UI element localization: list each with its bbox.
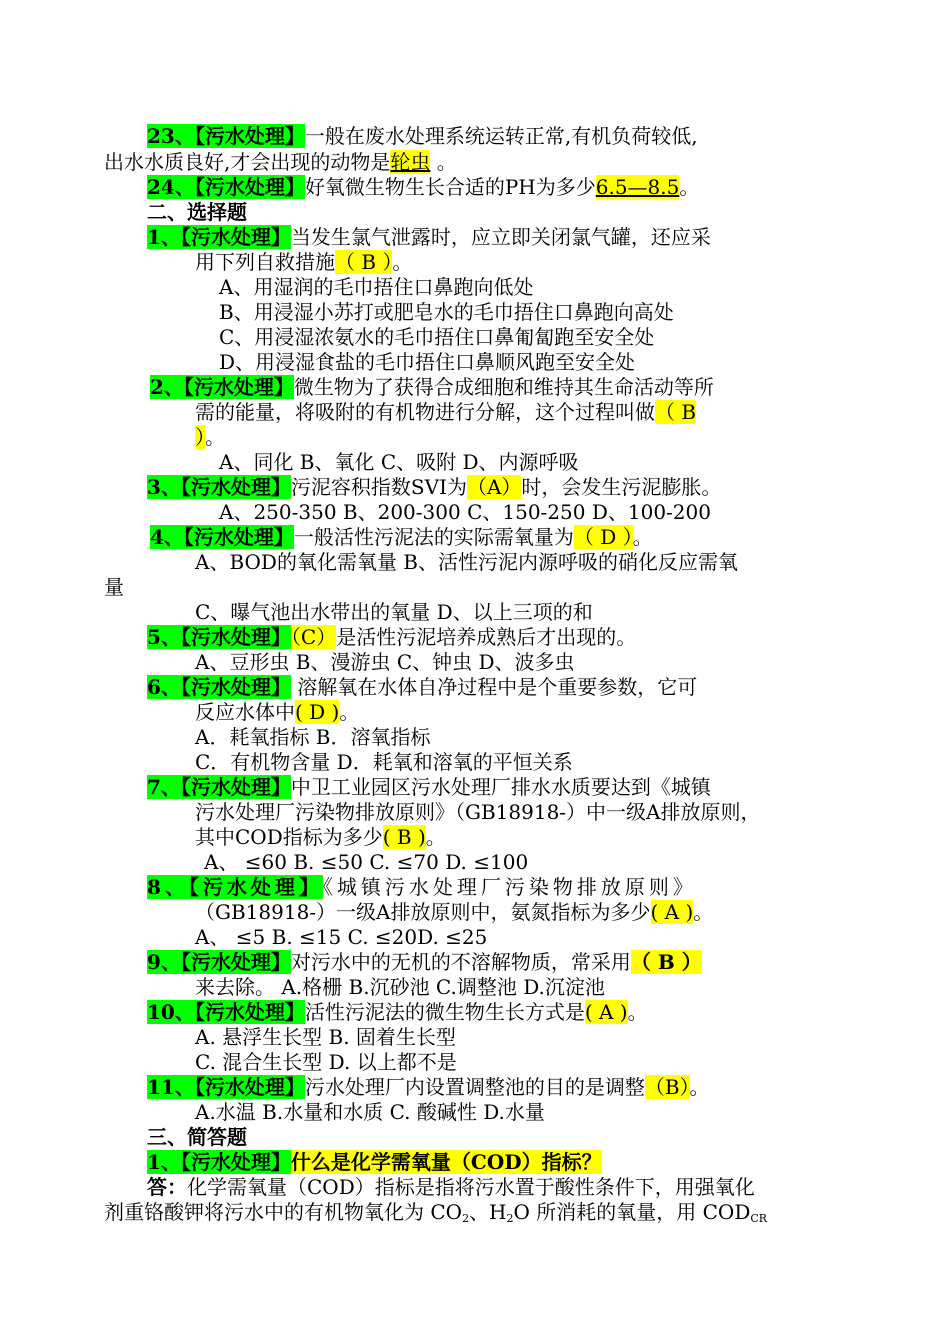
c10-text: 活性污泥法的微生物生长方式是 [304, 1000, 585, 1024]
c2-options: A、同化 B、氧化 C、吸附 D、内源呼吸 [219, 450, 579, 474]
c11-end: 。 [689, 1075, 710, 1099]
c6-end: 。 [339, 700, 360, 724]
c6-tag: 6、【污水处理】 [147, 675, 291, 699]
s1-answer-label: 答： [147, 1175, 187, 1199]
s1-sub-h2o: 2 [506, 1212, 514, 1225]
c11-answer: （B） [644, 1075, 690, 1099]
c3-answer: （A） [466, 475, 522, 499]
c7-text-3: 其中COD指标为多少 [195, 825, 383, 849]
c9-text: 对污水中的无机的不溶解物质，常采用 [290, 950, 631, 974]
c7-line1 [147, 775, 711, 800]
q24-tag: 24、【污水处理】 [147, 175, 305, 199]
c2-tag: 2、【污水处理】 [150, 375, 294, 399]
c3-text: 污泥容积指数SVI为 [290, 475, 467, 499]
c1-option-b: B、用浸湿小苏打或肥皂水的毛巾捂住口鼻跑向高处 [219, 300, 674, 324]
c10-option-cd: C. 混合生长型 D. 以上都不是 [195, 1050, 457, 1074]
s1-sub-co2: 2 [462, 1212, 470, 1225]
c1-text-2: 用下列自救措施 [195, 250, 335, 274]
s1-answer-text-2a: 剂重铬酸钾将污水中的有机物氧化为 CO [104, 1200, 463, 1224]
q23-tag: 23、【污水处理】 [147, 124, 305, 148]
c9-answer: （ B ） [630, 950, 702, 974]
c4-text: 一般活性污泥法的实际需氧量为 [293, 525, 574, 549]
c5-tag: 5、【污水处理】 [147, 625, 291, 649]
q24-text: 好氧微生物生长合适的PH为多少 [304, 175, 596, 199]
c7-end: 。 [425, 825, 446, 849]
c1-line2 [195, 250, 412, 275]
c5-options: A、豆形虫 B、漫游虫 C、钟虫 D、波多虫 [195, 650, 575, 674]
q23-line1 [147, 124, 698, 149]
s1-answer-line1 [147, 1175, 755, 1200]
c5-text: 是活性污泥培养成熟后才出现的。 [336, 625, 637, 649]
c6-text: 溶解氧在水体自净过程中是个重要参数，它可 [290, 675, 698, 699]
c11-line1 [147, 1075, 710, 1100]
c6-option-ab: A．耗氧指标 B．溶氧指标 [195, 725, 431, 749]
c8-answer: ( A ) [650, 900, 694, 924]
c10-end: 。 [627, 1000, 648, 1024]
c6-option-cd: C．有机物含量 D．耗氧和溶氧的平恒关系 [195, 750, 573, 774]
c8-line1 [147, 875, 697, 900]
c11-text: 污水处理厂内设置调整池的目的是调整 [304, 1075, 645, 1099]
s1-question: 什么是化学需氧量（COD）指标？ [290, 1150, 602, 1174]
s1-tag: 1、【污水处理】 [147, 1150, 291, 1174]
c7-line2: 污水处理厂污染物排放原则》（GB18918-）中一级A排放原则， [195, 800, 761, 824]
s1-answer-line2 [104, 1200, 767, 1225]
c6-line1 [147, 675, 697, 700]
c1-end: 。 [392, 250, 413, 274]
c10-line1 [147, 1000, 648, 1025]
c9-line2: 来去除。 A.格栅 B.沉砂池 C.调整池 D.沉淀池 [195, 975, 605, 999]
c6-line2 [195, 700, 359, 725]
c3-options: A、250-350 B、200-300 C、150-250 D、100-200 [219, 500, 711, 524]
c2-end: 。 [205, 425, 225, 449]
c4-tag: 4、【污水处理】 [150, 525, 294, 549]
q23-text-2: 出水水质良好,才会出现的动物是 [104, 150, 391, 174]
q23-text: 一般在废水处理系统运转正常,有机负荷较低, [304, 124, 698, 148]
c8-options: A、 ≤5 B. ≤15 C. ≤20D. ≤25 [195, 925, 488, 949]
c1-text: 当发生氯气泄露时，应立即关闭氯气罐，还应采 [290, 225, 711, 249]
c8-text-2: （GB18918-）一级A排放原则中，氨氮指标为多少 [195, 900, 651, 924]
q23-end: 。 [436, 150, 457, 174]
c5-line1 [147, 625, 636, 650]
s1-answer-text-1: 化学需氧量（COD）指标是指将污水置于酸性条件下，用强氧化 [187, 1175, 755, 1199]
c10-answer: ( A ) [584, 1000, 628, 1024]
c9-line1 [147, 950, 702, 975]
c8-tag: 8、【污水处理】 [147, 875, 323, 899]
c5-answer: （C） [290, 625, 337, 649]
c2-line1 [150, 375, 714, 400]
c2-answer-part1: （ B [655, 400, 697, 424]
c7-options: A、 ≤60 B. ≤50 C. ≤70 D. ≤100 [204, 850, 529, 874]
c1-tag: 1、【污水处理】 [147, 225, 291, 249]
c4-end: 。 [632, 525, 653, 549]
s1-answer-text-2c: O 所消耗的氧量，用 COD [513, 1200, 751, 1224]
c3-end: 时，会发生污泥膨胀。 [521, 475, 722, 499]
c4-line1 [150, 525, 653, 550]
c7-text: 中卫工业园区污水处理厂排水水质要达到《城镇 [290, 775, 711, 799]
c11-options: A.水温 B.水量和水质 C. 酸碱性 D.水量 [195, 1100, 545, 1124]
s1-line1 [147, 1150, 602, 1175]
c2-line2 [195, 400, 696, 425]
c2-text: 微生物为了获得合成细胞和维持其生命活动等所 [293, 375, 714, 399]
c1-option-c: C、用浸湿浓氨水的毛巾捂住口鼻匍匐跑至安全处 [219, 325, 655, 349]
s1-answer-text-2b: 、H [469, 1200, 507, 1224]
c8-end: 。 [693, 900, 714, 924]
c1-option-a: A、用湿润的毛巾捂住口鼻跑向低处 [219, 275, 534, 299]
q24-answer: 6.5—8.5 [595, 175, 680, 199]
c4-answer: （ D ） [573, 525, 633, 549]
c9-tag: 9、【污水处理】 [147, 950, 291, 974]
c8-line2 [195, 900, 713, 925]
c1-line1 [147, 225, 711, 250]
c4-option-cd: C、曝气池出水带出的氧量 D、以上三项的和 [195, 600, 593, 624]
section-short-answer-heading: 三、简答题 [147, 1125, 247, 1149]
q24-end: 。 [679, 175, 700, 199]
q23-answer: 轮虫 [390, 150, 431, 174]
c6-answer: ( D ) [295, 700, 340, 724]
section-choice-heading: 二、选择题 [147, 200, 247, 224]
c1-option-d: D、用浸湿食盐的毛巾捂住口鼻顺风跑至安全处 [219, 350, 636, 374]
c3-line1 [147, 475, 721, 500]
c1-answer: （ B ） [335, 250, 393, 274]
c11-tag: 11、【污水处理】 [147, 1075, 305, 1099]
c4-option-ab-cont: 量 [104, 575, 124, 599]
c10-option-ab: A. 悬浮生长型 B. 固着生长型 [195, 1025, 456, 1049]
c2-text-2: 需的能量，将吸附的有机物进行分解，这个过程叫做 [195, 400, 655, 424]
c8-text: 《城镇污水处理厂污染物排放原则》 [322, 875, 697, 899]
c7-answer: ( B ) [382, 825, 426, 849]
s1-sub-cod-cr: CR [750, 1212, 768, 1225]
c2-answer-part2: ） [195, 425, 205, 449]
c2-line3 [195, 425, 225, 450]
c3-tag: 3、【污水处理】 [147, 475, 291, 499]
q24-line [147, 175, 699, 200]
c10-tag: 10、【污水处理】 [147, 1000, 305, 1024]
c6-text-2: 反应水体中 [195, 700, 295, 724]
c4-option-ab: A、BOD的氧化需氧量 B、活性污泥内源呼吸的硝化反应需氧 [195, 550, 738, 574]
c7-tag: 7、【污水处理】 [147, 775, 291, 799]
q23-line2 [104, 150, 457, 175]
c7-line3 [195, 825, 446, 850]
